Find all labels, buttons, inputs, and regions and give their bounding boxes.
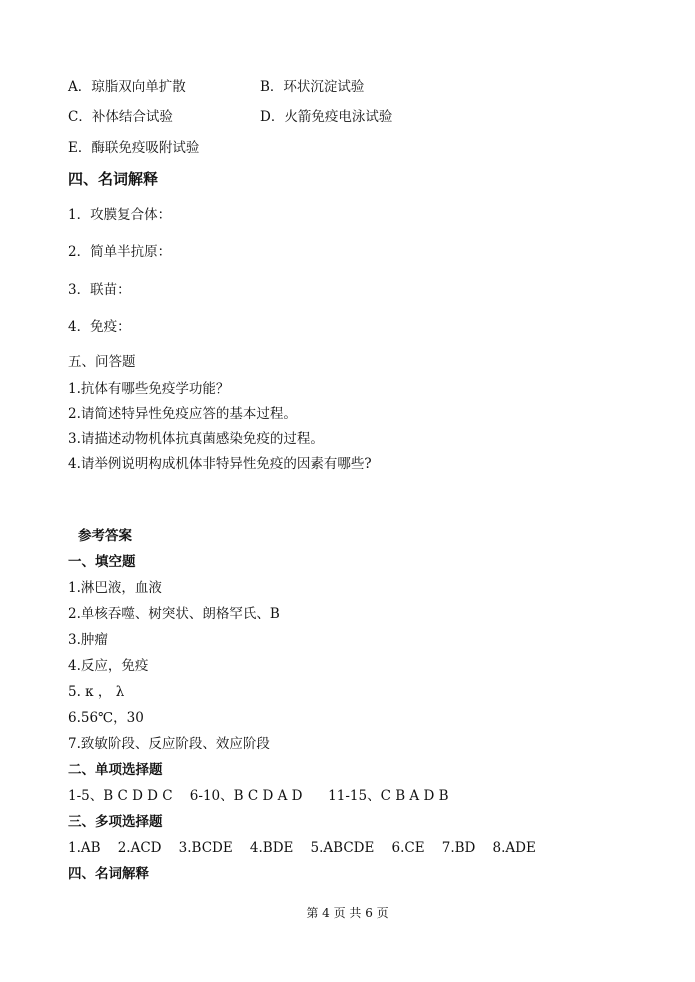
page-footer: 第 4 页 共 6 页 (306, 906, 389, 920)
answers-section-3-text: 1.AB 2.ACD 3.BCDE 4.BDE 5.ABCDE 6.CE 7.BD 8.ADE (68, 840, 536, 856)
answers-section-2-title: 二、单项选择题 (68, 762, 163, 778)
option-d: D．火箭免疫电泳试验 (260, 109, 393, 125)
question-item: 4.请举例说明构成机体非特异性免疫的因素有哪些? (68, 456, 372, 472)
answer-item: 2.单核吞噬、树突状、朗格罕氏、B (68, 606, 280, 622)
answer-item: 6.56℃，30 (68, 710, 144, 726)
option-e: E．酶联免疫吸附试验 (68, 140, 200, 156)
answers-section-3-title: 三、多项选择题 (68, 814, 163, 830)
answers-section-2-text: 1-5、B C D D C 6-10、B C D A D 11-15、C B A D B (68, 788, 449, 804)
answer-item: 7.致敏阶段、反应阶段、效应阶段 (68, 736, 270, 752)
term-item: 4．免疫： (68, 319, 131, 335)
answer-item: 5. κ ， λ (68, 684, 125, 700)
answer-item: 3.肿瘤 (68, 632, 108, 648)
term-item: 1．攻膜复合体： (68, 207, 172, 223)
answer-item: 1.淋巴液，血液 (68, 580, 162, 596)
question-item: 2.请简述特异性免疫应答的基本过程。 (68, 406, 297, 422)
question-item: 3.请描述动物机体抗真菌感染免疫的过程。 (68, 431, 324, 447)
answer-item: 4.反应，免疫 (68, 658, 149, 674)
option-c: C．补体结合试验 (68, 109, 173, 125)
answers-section-1-title: 一、填空题 (68, 554, 136, 570)
answers-title: 参考答案 (78, 528, 132, 544)
option-b: B．环状沉淀试验 (260, 79, 365, 95)
term-item: 3．联苗： (68, 282, 131, 298)
term-item: 2．简单半抗原： (68, 244, 172, 260)
option-a: A．琼脂双向单扩散 (68, 79, 186, 95)
question-item: 1.抗体有哪些免疫学功能？ (68, 381, 230, 397)
section-4-title: 四、名词解释 (68, 170, 159, 188)
section-5-title: 五、问答题 (68, 354, 136, 370)
answers-section-4-title: 四、名词解释 (68, 866, 149, 882)
